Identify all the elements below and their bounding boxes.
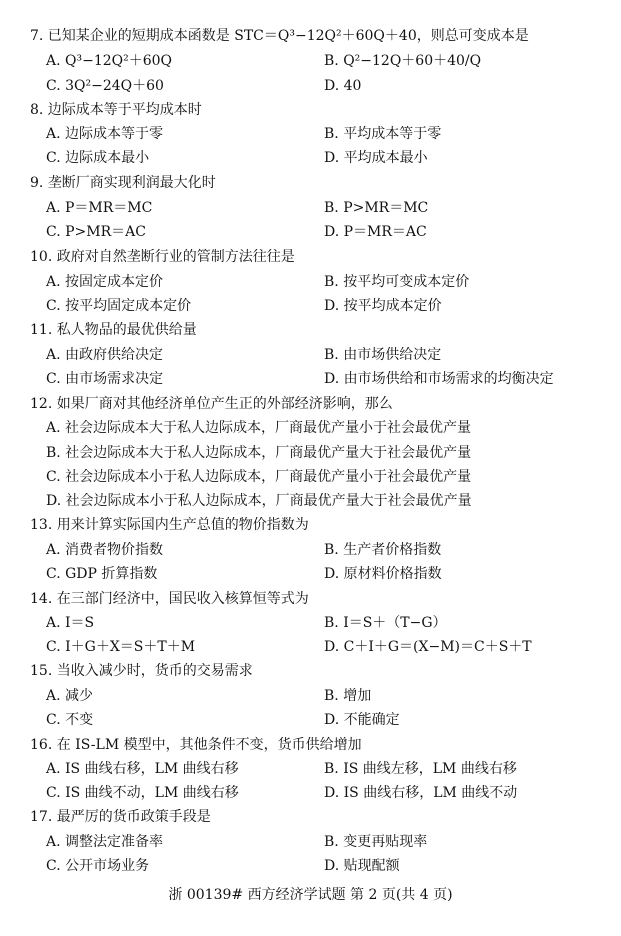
question-9-option-d: D. P＝MR＝AC bbox=[324, 224, 427, 240]
question-16-option-c: C. IS 曲线不动，LM 曲线右移 bbox=[46, 785, 239, 801]
question-13-option-b: B. 生产者价格指数 bbox=[324, 542, 442, 558]
question-10-stem: 10. 政府对自然垄断行业的管制方法往往是 bbox=[30, 249, 295, 265]
question-10-option-b: B. 按平均可变成本定价 bbox=[324, 274, 470, 290]
question-8-option-a: A. 边际成本等于零 bbox=[46, 126, 164, 142]
question-13-option-c: C. GDP 折算指数 bbox=[46, 566, 158, 582]
question-7-stem: 7. 已知某企业的短期成本函数是 STC＝Q³−12Q²＋60Q＋40，则总可变成本是 bbox=[30, 28, 529, 44]
question-7-option-c: C. 3Q²−24Q＋60 bbox=[46, 78, 164, 94]
question-12-option-c: C. 社会边际成本小于私人边际成本，厂商最优产量小于社会最优产量 bbox=[46, 469, 472, 485]
question-17-option-a: A. 调整法定准备率 bbox=[46, 834, 164, 850]
page-footer: 浙 00139# 西方经济学试题 第 2 页(共 4 页) bbox=[168, 887, 453, 903]
question-15-option-b: B. 增加 bbox=[324, 688, 372, 704]
question-13-option-d: D. 原材料价格指数 bbox=[324, 566, 442, 582]
question-8-option-b: B. 平均成本等于零 bbox=[324, 126, 442, 142]
question-11-option-a: A. 由政府供给决定 bbox=[46, 347, 164, 363]
question-15-stem: 15. 当收入减少时，货币的交易需求 bbox=[30, 663, 253, 679]
question-12-option-a: A. 社会边际成本大于私人边际成本，厂商最优产量小于社会最优产量 bbox=[46, 420, 472, 436]
question-14-option-c: C. I＋G＋X＝S＋T＋M bbox=[46, 639, 196, 655]
question-15-option-a: A. 减少 bbox=[46, 688, 94, 704]
question-11-option-b: B. 由市场供给决定 bbox=[324, 347, 442, 363]
question-12-option-b: B. 社会边际成本大于私人边际成本，厂商最优产量大于社会最优产量 bbox=[46, 445, 472, 461]
question-11-option-d: D. 由市场供给和市场需求的均衡决定 bbox=[324, 371, 554, 387]
question-15-option-c: C. 不变 bbox=[46, 712, 94, 728]
question-14-option-d: D. C＋I＋G＝(X−M)＝C＋S＋T bbox=[324, 639, 532, 655]
question-7-option-d: D. 40 bbox=[324, 78, 362, 94]
question-17-option-b: B. 变更再贴现率 bbox=[324, 834, 428, 850]
question-17-stem: 17. 最严厉的货币政策手段是 bbox=[30, 809, 211, 825]
question-7-option-a: A. Q³−12Q²＋60Q bbox=[46, 53, 173, 69]
question-15-option-d: D. 不能确定 bbox=[324, 712, 400, 728]
question-13-option-a: A. 消费者物价指数 bbox=[46, 542, 164, 558]
question-17-option-d: D. 贴现配额 bbox=[324, 858, 400, 874]
question-12-stem: 12. 如果厂商对其他经济单位产生正的外部经济影响，那么 bbox=[30, 396, 393, 412]
question-9-option-b: B. P>MR＝MC bbox=[324, 200, 429, 216]
question-16-option-b: B. IS 曲线左移，LM 曲线右移 bbox=[324, 761, 517, 777]
question-10-option-c: C. 按平均固定成本定价 bbox=[46, 298, 192, 314]
question-17-option-c: C. 公开市场业务 bbox=[46, 858, 150, 874]
question-11-option-c: C. 由市场需求决定 bbox=[46, 371, 164, 387]
question-14-stem: 14. 在三部门经济中，国民收入核算恒等式为 bbox=[30, 591, 309, 607]
question-8-stem: 8. 边际成本等于平均成本时 bbox=[30, 102, 202, 118]
question-16-stem: 16. 在 IS-LM 模型中，其他条件不变，货币供给增加 bbox=[30, 737, 362, 753]
question-14-option-b: B. I＝S＋（T−G） bbox=[324, 615, 447, 631]
question-10-option-a: A. 按固定成本定价 bbox=[46, 274, 164, 290]
question-9-option-a: A. P＝MR＝MC bbox=[46, 200, 153, 216]
question-10-option-d: D. 按平均成本定价 bbox=[324, 298, 442, 314]
question-9-option-c: C. P>MR＝AC bbox=[46, 224, 146, 240]
question-13-stem: 13. 用来计算实际国内生产总值的物价指数为 bbox=[30, 517, 309, 533]
question-16-option-d: D. IS 曲线右移，LM 曲线不动 bbox=[324, 785, 518, 801]
question-11-stem: 11. 私人物品的最优供给量 bbox=[30, 322, 197, 338]
question-7-option-b: B. Q²−12Q＋60＋40/Q bbox=[324, 53, 482, 69]
question-8-option-c: C. 边际成本最小 bbox=[46, 150, 150, 166]
question-12-option-d: D. 社会边际成本小于私人边际成本，厂商最优产量大于社会最优产量 bbox=[46, 493, 472, 509]
question-9-stem: 9. 垄断厂商实现利润最大化时 bbox=[30, 175, 216, 191]
question-14-option-a: A. I＝S bbox=[46, 615, 95, 631]
question-16-option-a: A. IS 曲线右移，LM 曲线右移 bbox=[46, 761, 239, 777]
question-8-option-d: D. 平均成本最小 bbox=[324, 150, 428, 166]
